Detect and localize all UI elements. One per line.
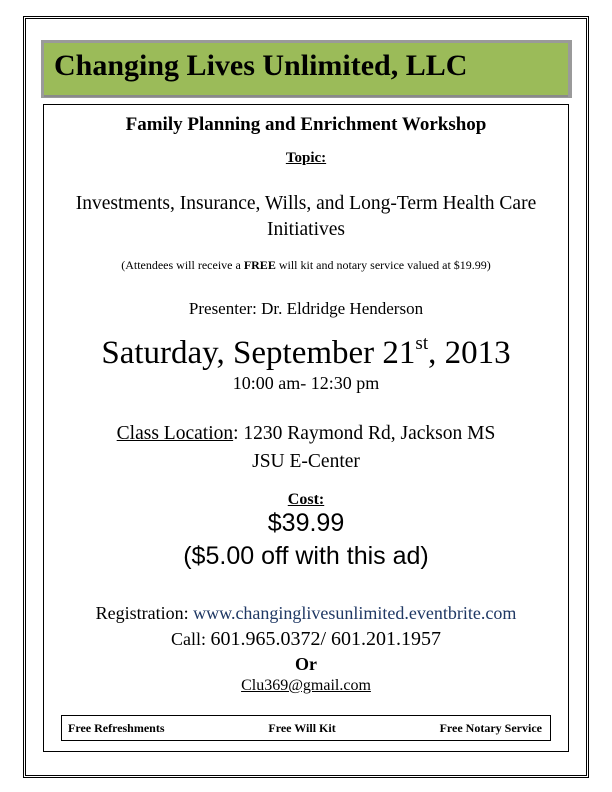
topic-text: Investments, Insurance, Wills, and Long-Term Health Care Initiatives xyxy=(75,193,537,240)
event-date xyxy=(44,333,568,372)
footer-perks xyxy=(61,715,551,741)
date-ordinal-suffix: st xyxy=(415,333,429,354)
header-banner xyxy=(44,43,568,97)
cost-label: Cost: xyxy=(287,491,325,508)
perk-refreshments: Free Refreshments xyxy=(68,720,165,735)
class-location xyxy=(44,423,568,445)
or-separator: Or xyxy=(295,654,317,674)
registration-label: Registration: xyxy=(95,603,194,623)
company-name: Changing Lives Unlimited, LLC xyxy=(54,49,468,82)
presenter: Presenter: Dr. Eldridge Henderson xyxy=(188,299,424,318)
phone-numbers: 601.965.0372/ 601.201.1957 xyxy=(210,628,442,650)
topic-label: Topic: xyxy=(285,150,327,166)
cost-discount: ($5.00 off with this ad) xyxy=(183,542,429,570)
email-link[interactable]: Clu369@gmail.com xyxy=(241,677,371,694)
registration-link[interactable]: www.changinglivesunlimited.eventbrite.com xyxy=(193,603,517,623)
call-label: Call: xyxy=(170,629,211,649)
cost-price: $39.99 xyxy=(267,509,345,537)
location-label: Class Location xyxy=(116,423,234,444)
workshop-title: Family Planning and Enrichment Workshop xyxy=(125,114,487,135)
flyer-content xyxy=(43,104,569,752)
attendee-note-start: (Attendees will receive a xyxy=(121,258,244,272)
location-address: : 1230 Raymond Rd, Jackson MS xyxy=(233,423,496,444)
event-date-main: Saturday, September 21 xyxy=(101,335,416,371)
call-line xyxy=(44,628,568,651)
location-venue: JSU E-Center xyxy=(252,451,360,472)
free-emphasis: FREE xyxy=(243,258,276,272)
perk-will-kit: Free Will Kit xyxy=(268,720,336,735)
attendee-note xyxy=(44,258,568,273)
event-date-year: , 2013 xyxy=(428,335,511,371)
attendee-note-end: will kit and notary service valued at $19.99) xyxy=(275,258,491,272)
event-time: 10:00 am- 12:30 pm xyxy=(232,373,380,393)
registration xyxy=(44,603,568,624)
perk-notary-service: Free Notary Service xyxy=(439,720,542,735)
